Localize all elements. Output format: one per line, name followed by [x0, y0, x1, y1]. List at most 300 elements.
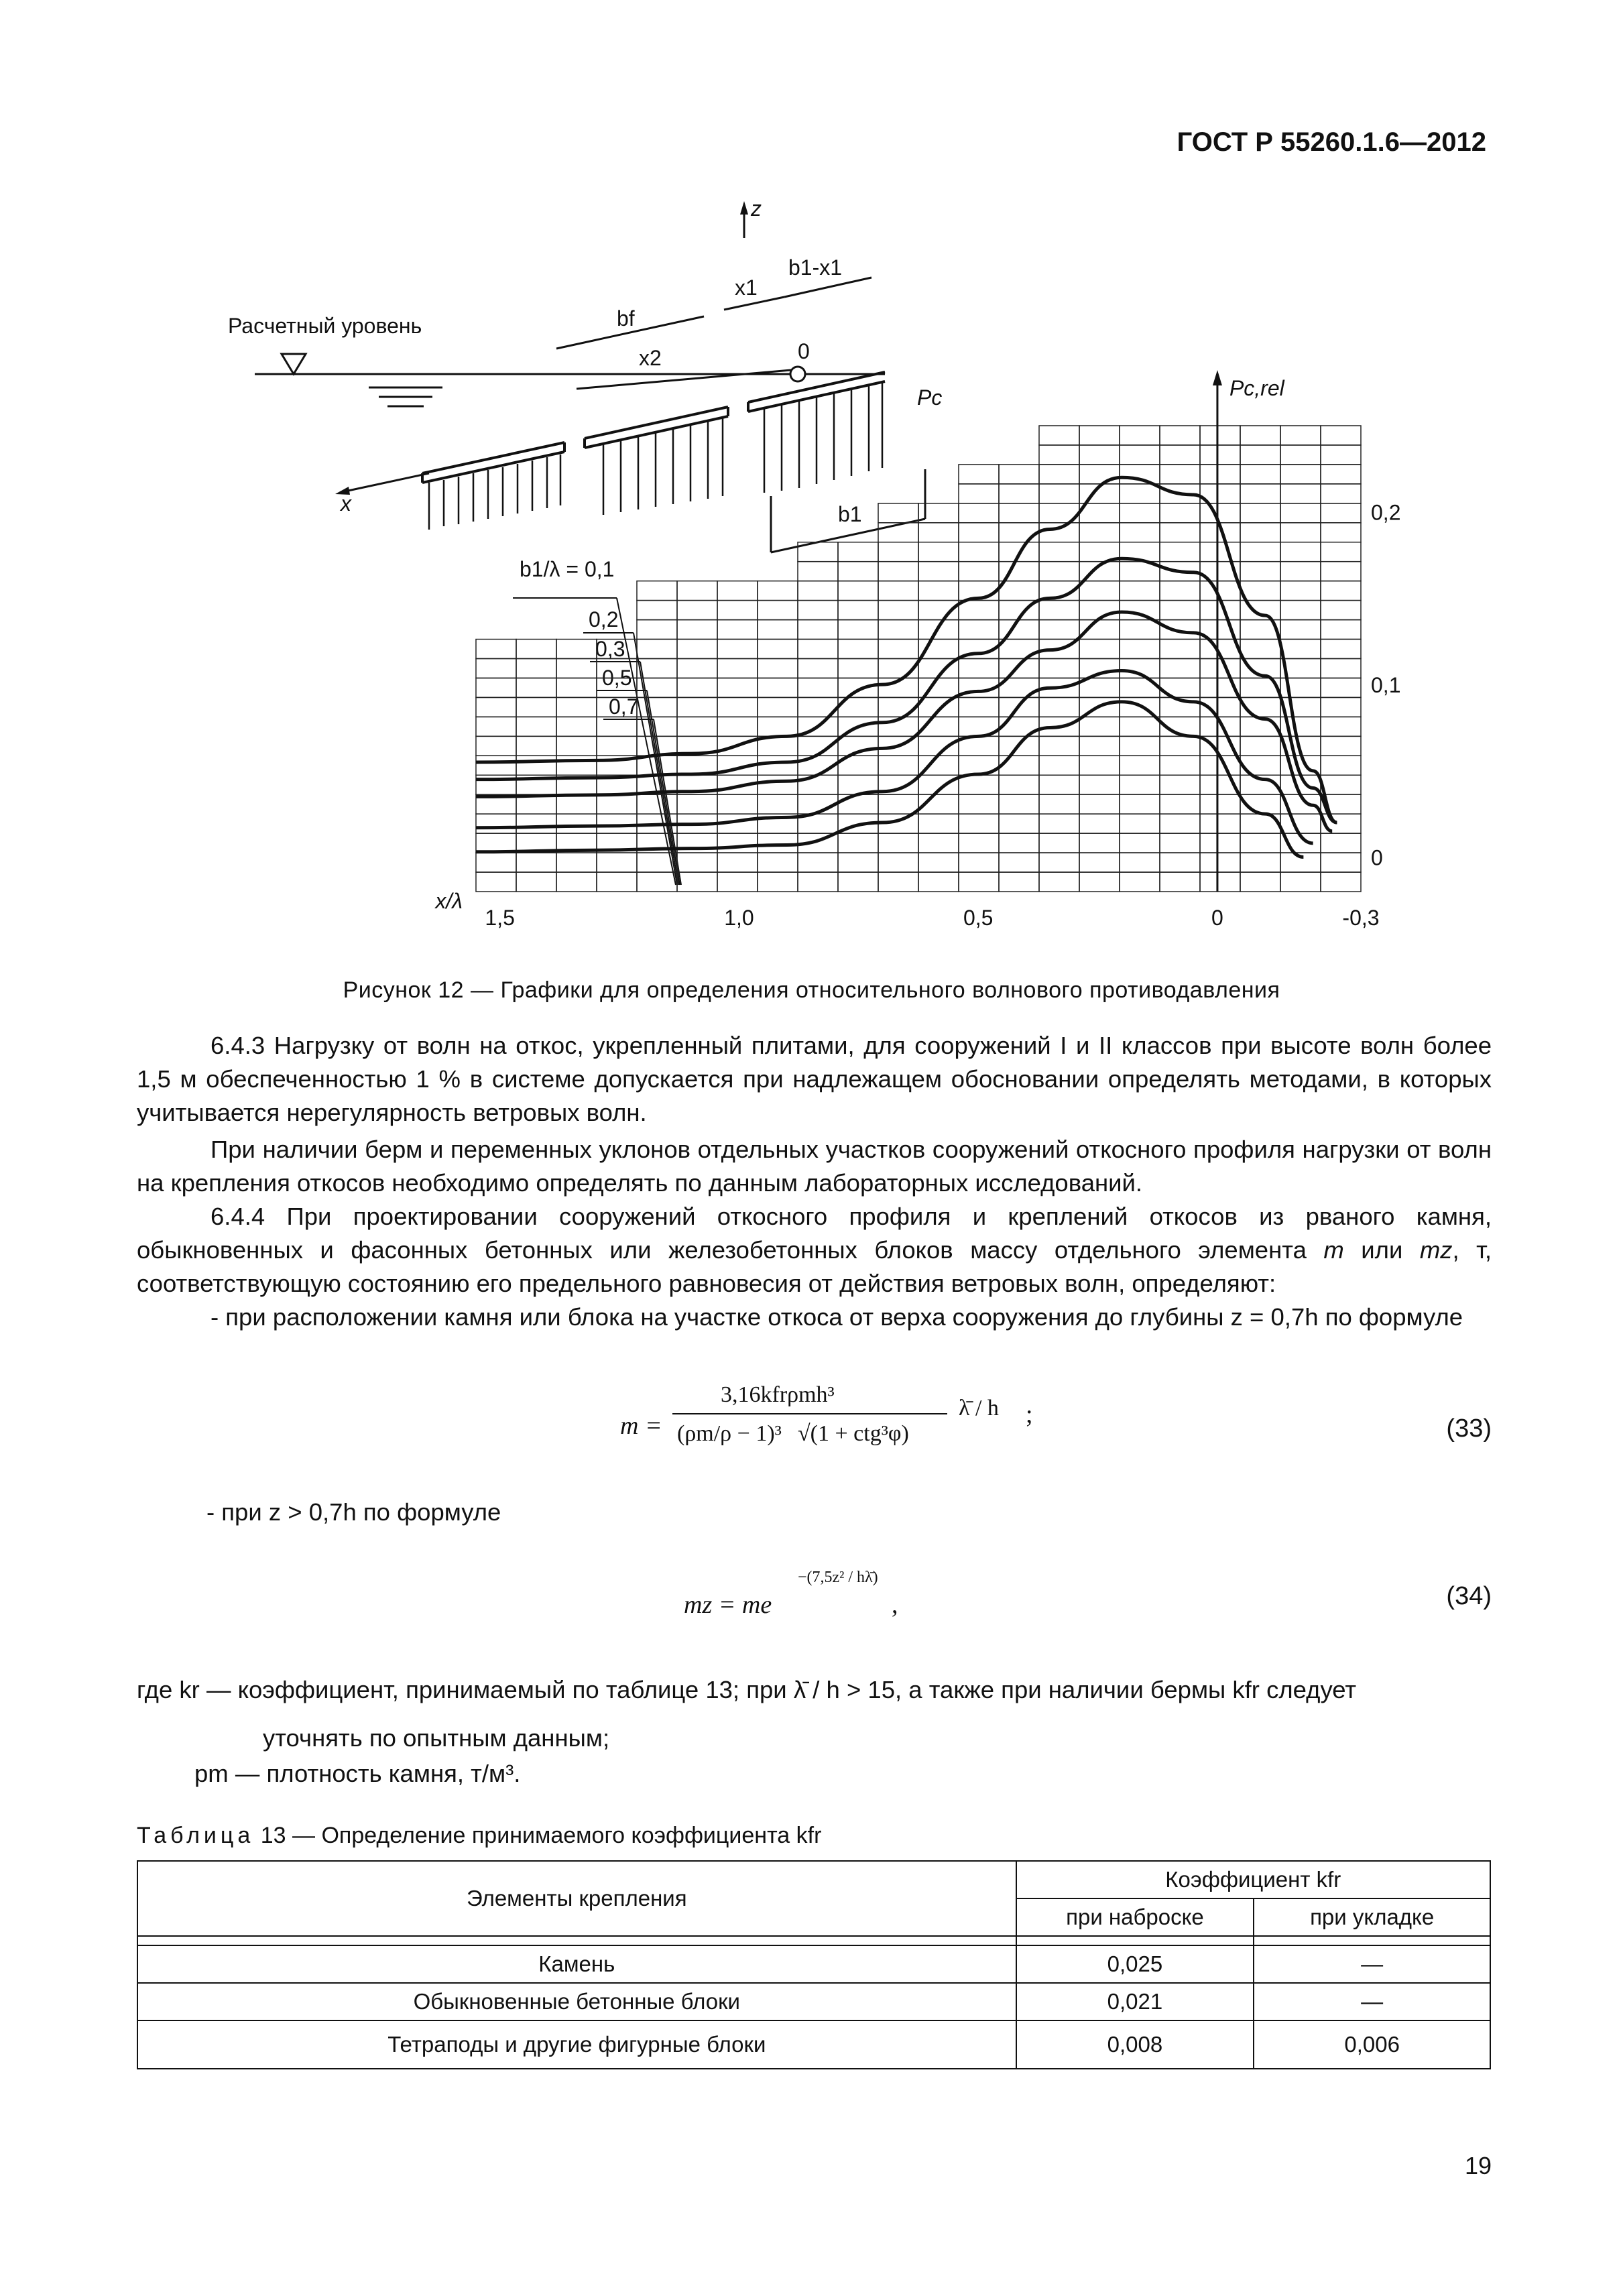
grid-cell: [838, 853, 878, 872]
grid-cell: [556, 756, 597, 775]
page-number: 19: [1464, 2152, 1492, 2179]
grid-cell: [717, 601, 758, 620]
grid-cell: [1280, 872, 1321, 892]
grid-cell: [1280, 814, 1321, 833]
grid-cell: [1321, 465, 1361, 484]
grid-cell: [516, 717, 556, 736]
grid-cell: [1120, 523, 1160, 542]
grid-cell: [918, 523, 959, 542]
grid-cell: [758, 581, 798, 601]
grid-cell: [999, 872, 1039, 892]
grid-cell: [1120, 794, 1160, 814]
grid-cell: [717, 620, 758, 640]
y-tick-label: 0: [1371, 845, 1383, 870]
grid-cell: [1120, 640, 1160, 659]
grid-cell: [1240, 872, 1280, 892]
grid-cell: [1321, 853, 1361, 872]
grid-cell: [1039, 484, 1079, 503]
figure-12: [0, 0, 1623, 992]
grid-cell: [1321, 833, 1361, 853]
grid-cell: [597, 853, 637, 872]
grid-cell: [1160, 445, 1200, 465]
grid-cell: [758, 872, 798, 892]
grid-cell: [1280, 426, 1321, 445]
x1-label: x1: [735, 276, 758, 300]
grid-cell: [918, 814, 959, 833]
curve-label-0-3: 0,3: [595, 637, 625, 661]
grid-cell: [798, 562, 838, 581]
grid-cell: [1120, 872, 1160, 892]
grid-cell: [1280, 484, 1321, 503]
grid-cell: [1039, 465, 1079, 484]
x-axis-arrow: [342, 473, 429, 492]
origin-marker: [790, 367, 805, 381]
definition-kr: где kr — коэффициент, принимаемый по таблице 13; при λ̄ / h > 15, а также при наличии бермы kfr следует: [137, 1676, 1357, 1703]
grid-cell: [677, 697, 717, 717]
grid-cell: [1160, 640, 1200, 659]
grid-cell: [999, 756, 1039, 775]
grid-cell: [1200, 833, 1240, 853]
grid-cell: [1160, 794, 1200, 814]
grid-cell: [637, 601, 677, 620]
origin-label: 0: [798, 339, 810, 363]
grid-cell: [1280, 523, 1321, 542]
grid-cell: [717, 678, 758, 697]
curve-series-3: [476, 671, 1313, 843]
grid-cell: [1240, 562, 1280, 581]
grid-cell: [677, 640, 717, 659]
grid-cell: [959, 659, 999, 678]
definition-kr-cont: уточнять по опытным данным;: [263, 1724, 610, 1752]
grid-cell: [758, 659, 798, 678]
paragraph-condition-2: - при z > 0,7h по формуле: [206, 1498, 501, 1526]
grid-cell: [1321, 523, 1361, 542]
grid-cell: [758, 853, 798, 872]
equation-number-33: (33): [1446, 1414, 1492, 1443]
grid-cell: [1160, 465, 1200, 484]
grid-cell: [1120, 736, 1160, 756]
grid-cell: [1160, 756, 1200, 775]
grid-cell: [717, 872, 758, 892]
definition-pm: pm — плотность камня, т/м³.: [194, 1760, 521, 1787]
grid-cell: [717, 833, 758, 853]
grid-cell: [959, 853, 999, 872]
grid-cell: [1039, 601, 1079, 620]
grid-cell: [758, 601, 798, 620]
grid-cell: [959, 465, 999, 484]
grid-cell: [798, 872, 838, 892]
grid-cell: [798, 640, 838, 659]
grid-cell: [758, 717, 798, 736]
x2-label: x2: [639, 346, 662, 370]
subheader-dumping: при наброске: [1016, 1898, 1254, 1936]
grid-cell: [1240, 581, 1280, 601]
grid-cell: [1280, 445, 1321, 465]
grid-cell: [516, 659, 556, 678]
table-row: Камень 0,025 —: [137, 1945, 1490, 1983]
level-triangle: [282, 354, 306, 374]
grid-cell: [1240, 445, 1280, 465]
grid-cell: [1039, 697, 1079, 717]
x-tick-label: 0: [1211, 906, 1223, 930]
grid-cell: [1240, 503, 1280, 523]
formula-34: mz = me −(7,5z² / hλ̄) ,: [684, 1569, 898, 1619]
grid-cell: [999, 581, 1039, 601]
slope-slabs: [422, 372, 885, 483]
grid-cell: [1120, 601, 1160, 620]
grid-cell: [1079, 465, 1120, 484]
grid-cell: [918, 542, 959, 562]
grid-cell: [1120, 620, 1160, 640]
grid-cell: [1240, 736, 1280, 756]
grid-cell: [1321, 697, 1361, 717]
grid-cell: [1280, 503, 1321, 523]
grid-cell: [516, 678, 556, 697]
grid-cell: [838, 794, 878, 814]
table-row: Тетраподы и другие фигурные блоки 0,008 0,006: [137, 2020, 1490, 2069]
grid-cell: [959, 697, 999, 717]
grid-cell: [717, 581, 758, 601]
grid-cell: [1321, 601, 1361, 620]
grid-cell: [1120, 465, 1160, 484]
grid-cell: [878, 581, 918, 601]
formula-33: m = 3,16kfrρmh³ (ρm/ρ − 1)³ √(1 + ctg³φ) λ̄ / h ;: [620, 1382, 1033, 1446]
grid-cell: [1160, 542, 1200, 562]
grid-cell: [878, 562, 918, 581]
grid-cell: [999, 775, 1039, 794]
grid-cell: [1079, 853, 1120, 872]
b1-x1-label: b1-x1: [788, 255, 843, 280]
grid-cell: [556, 640, 597, 659]
grid-cell: [1039, 736, 1079, 756]
b1-label: b1: [838, 502, 862, 526]
grid-cell: [1079, 717, 1120, 736]
grid-cell: [959, 833, 999, 853]
grid-cell: [1120, 503, 1160, 523]
grid-cell: [1039, 562, 1079, 581]
grid-cell: [476, 717, 516, 736]
grid-cell: [1079, 523, 1120, 542]
table-13-caption: Таблица 13 — Определение принимаемого коэффициента kfr: [137, 1823, 822, 1848]
grid-cell: [798, 581, 838, 601]
grid-cell: [1079, 775, 1120, 794]
grid-cell: [1120, 833, 1160, 853]
grid-cell: [918, 833, 959, 853]
grid-cell: [677, 601, 717, 620]
grid-cell: [758, 620, 798, 640]
grid-cell: [597, 794, 637, 814]
grid-cell: [1321, 717, 1361, 736]
x-tick-label: -0,3: [1342, 906, 1380, 930]
grid-cell: [1280, 601, 1321, 620]
grid-cell: [677, 581, 717, 601]
grid-cell: [959, 562, 999, 581]
grid-cell: [1240, 853, 1280, 872]
grid-cell: [556, 794, 597, 814]
grid-cell: [1280, 620, 1321, 640]
y-axis-label: Pc,rel: [1229, 376, 1284, 400]
curve-label-0-7: 0,7: [609, 694, 639, 719]
grid-cell: [476, 659, 516, 678]
grid-cell: [1280, 542, 1321, 562]
grid-cell: [1079, 756, 1120, 775]
grid-cell: [1321, 503, 1361, 523]
grid-cell: [1079, 736, 1120, 756]
grid-cell: [1160, 833, 1200, 853]
grid-cell: [838, 601, 878, 620]
grid-cell: [637, 697, 677, 717]
table-13: [137, 1860, 1491, 2069]
grid-cell: [677, 678, 717, 697]
grid-cell: [1039, 756, 1079, 775]
grid-cell: [1240, 833, 1280, 853]
grid-cell: [1079, 833, 1120, 853]
header-coefficient: Коэффициент kfr: [1016, 1861, 1490, 1898]
grid-cell: [597, 872, 637, 892]
grid-cell: [1160, 426, 1200, 445]
grid-cell: [1039, 659, 1079, 678]
grid-cell: [717, 717, 758, 736]
grid-cell: [516, 853, 556, 872]
grid-cell: [878, 794, 918, 814]
grid-cell: [918, 562, 959, 581]
grid-cell: [959, 542, 999, 562]
grid-cell: [1321, 775, 1361, 794]
grid-cell: [677, 620, 717, 640]
paragraph-6-4-4: 6.4.4 При проектировании сооружений откосного профиля и креплений откосов из рваного камня, обыкновенных и фасонных бетонных или железобетонных блоков массу отдельного элемента m или mz, т, соответствующую состоянию его предельного равновесия от действия ветровых волн, определяют:: [137, 1203, 1492, 1297]
grid-cell: [1280, 465, 1321, 484]
grid-cell: [1280, 562, 1321, 581]
grid-cell: [637, 794, 677, 814]
grid-cell: [1321, 640, 1361, 659]
grid-cell: [959, 775, 999, 794]
grid-cell: [999, 794, 1039, 814]
grid-cell: [476, 756, 516, 775]
grid-cell: [878, 833, 918, 853]
grid-cell: [838, 640, 878, 659]
grid-cell: [1200, 445, 1240, 465]
grid-cell: [677, 659, 717, 678]
grid-cell: [1280, 581, 1321, 601]
grid-cell: [959, 503, 999, 523]
grid-cell: [1200, 503, 1240, 523]
grid-cell: [1160, 581, 1200, 601]
grid-cell: [556, 678, 597, 697]
grid-cell: [1079, 872, 1120, 892]
grid-cell: [1321, 678, 1361, 697]
grid-cell: [1160, 872, 1200, 892]
grid-cell: [758, 640, 798, 659]
grid-cell: [476, 736, 516, 756]
grid-cell: [516, 640, 556, 659]
grid-cell: [717, 794, 758, 814]
grid-cell: [1321, 581, 1361, 601]
grid-cell: [556, 872, 597, 892]
grid-cell: [959, 872, 999, 892]
grid-cell: [476, 678, 516, 697]
grid-cell: [677, 717, 717, 736]
grid-cell: [1240, 426, 1280, 445]
grid-cell: [959, 601, 999, 620]
x-tick-label: 0,5: [963, 906, 994, 930]
grid-cell: [677, 872, 717, 892]
grid-cell: [677, 853, 717, 872]
paragraph-berms: При наличии берм и переменных уклонов отдельных участков сооружений откосного профиля нагрузки от волн на крепления откосов необходимо определять по данным лабораторных исследований.: [137, 1136, 1492, 1197]
grid-cell: [1240, 640, 1280, 659]
grid-cell: [556, 736, 597, 756]
grid-cell: [1120, 581, 1160, 601]
y-tick-label: 0,1: [1371, 673, 1401, 698]
curve-label-title: b1/λ = 0,1: [520, 557, 615, 581]
grid-cell: [838, 678, 878, 697]
grid-cell: [1200, 659, 1240, 678]
grid-cell: [1240, 484, 1280, 503]
grid-cell: [1160, 601, 1200, 620]
grid-cell: [1039, 445, 1079, 465]
grid-cell: [1200, 853, 1240, 872]
grid-cell: [556, 697, 597, 717]
grid-cell: [1039, 794, 1079, 814]
grid-cell: [1200, 542, 1240, 562]
grid-cell: [999, 503, 1039, 523]
grid-cell: [476, 697, 516, 717]
grid-cell: [838, 659, 878, 678]
paragraph-6-4-3: 6.4.3 Нагрузку от волн на откос, укрепленный плитами, для сооружений I и II классов при высоте волн более 1,5 м обеспеченностью 1 % в системе допускается при надлежащем обосновании определять методами, в которых учитывается нерегулярность ветровых волн.: [137, 1032, 1492, 1126]
grid-cell: [798, 853, 838, 872]
grid-cell: [1200, 794, 1240, 814]
grid-cell: [999, 523, 1039, 542]
grid-cell: [1321, 659, 1361, 678]
grid-cell: [1039, 523, 1079, 542]
grid-cell: [758, 833, 798, 853]
grid-cell: [1120, 756, 1160, 775]
grid-cell: [959, 814, 999, 833]
x-tick-label: 1,5: [485, 906, 515, 930]
grid-cell: [717, 697, 758, 717]
grid-cell: [798, 659, 838, 678]
grid-cell: [476, 640, 516, 659]
grid-cell: [516, 697, 556, 717]
z-axis-label: z: [751, 196, 762, 221]
x-axis-label: x: [341, 491, 351, 516]
grid-cell: [1120, 853, 1160, 872]
grid-cell: [556, 717, 597, 736]
grid-cell: [597, 736, 637, 756]
grid-cell: [758, 678, 798, 697]
grid-cell: [1120, 717, 1160, 736]
grid-cell: [1240, 465, 1280, 484]
grid-cell: [556, 814, 597, 833]
grid-cell: [878, 620, 918, 640]
grid-cell: [1079, 814, 1120, 833]
grid-cell: [959, 620, 999, 640]
schematic: [255, 201, 925, 552]
grid-cell: [1160, 503, 1200, 523]
grid-cell: [959, 484, 999, 503]
pressure-chart: [434, 370, 1400, 930]
x-axis-label: x/λ: [435, 889, 463, 913]
grid-cell: [1079, 445, 1120, 465]
standard-code: ГОСТ Р 55260.1.6—2012: [1177, 127, 1486, 157]
grid-cell: [838, 833, 878, 853]
grid-cell: [1120, 814, 1160, 833]
grid-cell: [1200, 872, 1240, 892]
grid-cell: [717, 659, 758, 678]
curve-label-0-2: 0,2: [589, 607, 619, 631]
grid-cell: [476, 853, 516, 872]
grid-cell: [838, 542, 878, 562]
grid-cell: [1079, 640, 1120, 659]
header-elements: Элементы крепления: [137, 1861, 1016, 1936]
grid-cell: [758, 775, 798, 794]
grid-cell: [999, 833, 1039, 853]
grid-cell: [1120, 445, 1160, 465]
pc-label: Pc: [917, 385, 943, 410]
grid-cell: [1280, 640, 1321, 659]
grid-cell: [1039, 814, 1079, 833]
grid-cell: [918, 581, 959, 601]
grid-cell: [838, 562, 878, 581]
grid-cell: [918, 872, 959, 892]
grid-cell: [516, 736, 556, 756]
grid-cell: [1160, 659, 1200, 678]
grid-cell: [1321, 426, 1361, 445]
grid-cell: [1200, 426, 1240, 445]
grid-cell: [637, 620, 677, 640]
grid-cell: [1039, 872, 1079, 892]
grid-cell: [677, 794, 717, 814]
grid-cell: [838, 872, 878, 892]
subheader-laying: при укладке: [1254, 1898, 1490, 1936]
grid-cell: [999, 814, 1039, 833]
grid-cell: [1160, 775, 1200, 794]
grid-cell: [798, 678, 838, 697]
grid-cell: [1200, 814, 1240, 833]
grid-cell: [878, 640, 918, 659]
grid-cell: [516, 756, 556, 775]
y-tick-label: 0,2: [1371, 500, 1401, 525]
grid-cell: [1079, 426, 1120, 445]
grid-cell: [838, 620, 878, 640]
grid-cell: [878, 697, 918, 717]
grid-cell: [999, 484, 1039, 503]
grid-cell: [717, 640, 758, 659]
grid-cell: [758, 794, 798, 814]
equation-number-34: (34): [1446, 1582, 1492, 1610]
grid-cell: [999, 465, 1039, 484]
grid-cell: [1321, 756, 1361, 775]
grid-cell: [999, 659, 1039, 678]
grid-cell: [1321, 872, 1361, 892]
grid-cell: [1120, 484, 1160, 503]
x-tick-label: 1,0: [724, 906, 754, 930]
grid-cell: [1160, 853, 1200, 872]
grid-cell: [1321, 562, 1361, 581]
grid-cell: [1321, 620, 1361, 640]
bf-label: bf: [617, 306, 635, 330]
grid-cell: [516, 872, 556, 892]
grid-cell: [717, 853, 758, 872]
grid-cell: [637, 581, 677, 601]
grid-cell: [1039, 542, 1079, 562]
grid-cell: [798, 601, 838, 620]
grid-cell: [1160, 814, 1200, 833]
grid-cell: [878, 601, 918, 620]
grid-cell: [637, 872, 677, 892]
table-row: Обыкновенные бетонные блоки 0,021 —: [137, 1983, 1490, 2020]
grid-cell: [1321, 484, 1361, 503]
grid-cell: [516, 814, 556, 833]
